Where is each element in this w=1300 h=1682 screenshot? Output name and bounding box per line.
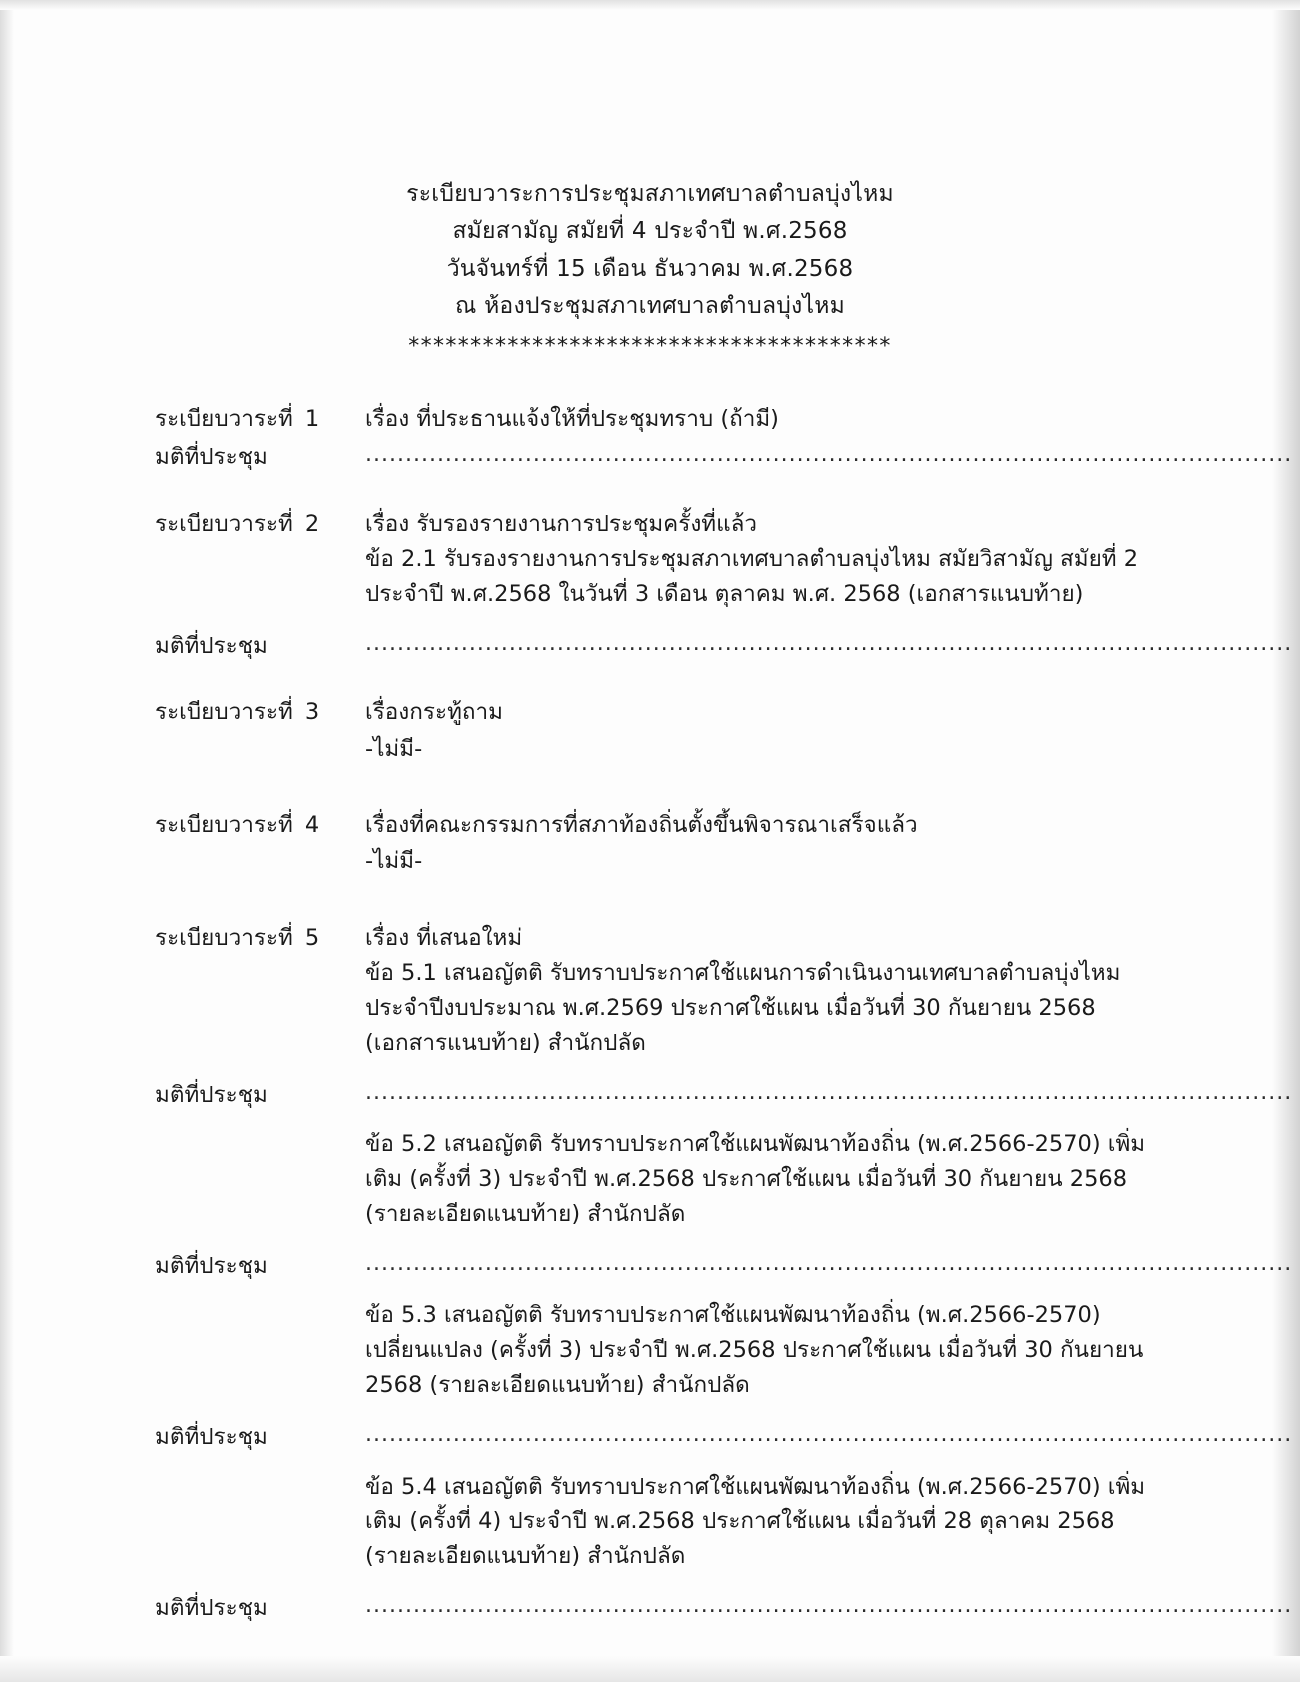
spacer xyxy=(155,1403,1150,1417)
agenda-item-5 xyxy=(155,920,1150,1061)
agenda-5-resolution-blank-4 xyxy=(365,1588,1292,1621)
agenda-3-label-text: ระเบียบวาระที่ xyxy=(155,699,293,726)
agenda-5-item-1: ข้อ 5.1 เสนอญัตติ รับทราบประกาศใช้แผนการดำเนินงานเทศบาลตำบลบุ่งไหม ประจำปีงบประมาณ พ.ศ.2569 ประกาศใช้แผน เมื่อวันที่ 30 กันยายน 2568 (เอกสารแนบท้าย) สำนักปลัด xyxy=(365,960,1121,1057)
agenda-3-heading: เรื่องกระทู้ถาม xyxy=(365,699,503,726)
agenda-5-resolution-label-3: มติที่ประชุม xyxy=(155,1424,268,1451)
agenda-3-item-1: -ไม่มี- xyxy=(365,735,423,762)
agenda-4-item-1: -ไม่มี- xyxy=(365,848,423,875)
agenda-item-1 xyxy=(155,401,1150,437)
agenda-5-label-text: ระเบียบวาระที่ xyxy=(155,924,293,951)
spacer xyxy=(155,1113,1150,1127)
agenda-1-resolution xyxy=(155,437,1293,475)
agenda-1-label xyxy=(155,401,365,437)
spacer xyxy=(155,1574,1150,1588)
agenda-2-resolution xyxy=(155,626,1293,664)
header-star-divider: *************************************** xyxy=(408,334,892,359)
agenda-5-resolution-4 xyxy=(155,1588,1293,1626)
agenda-3-number: 3 xyxy=(304,699,320,726)
agenda-5-resolution-2 xyxy=(155,1246,1293,1284)
agenda-2-label-text: ระเบียบวาระที่ xyxy=(155,510,293,537)
agenda-5-subitem-3-row xyxy=(155,1298,1150,1403)
spacer xyxy=(155,1061,1150,1075)
agenda-4-heading: เรื่องที่คณะกรรมการที่สภาท้องถิ่นตั้งขึ้นพิจารณาเสร็จแล้ว xyxy=(365,812,918,838)
agenda-list xyxy=(0,401,1300,1627)
agenda-5-resolution-label-1: มติที่ประชุม xyxy=(155,1081,268,1108)
spacer xyxy=(155,880,1150,920)
agenda-4-label-text: ระเบียบวาระที่ xyxy=(155,812,293,838)
agenda-1-resolution-label: มติที่ประชุม xyxy=(155,444,268,471)
agenda-5-item-3: ข้อ 5.3 เสนอญัตติ รับทราบประกาศใช้แผนพัฒนาท้องถิ่น (พ.ศ.2566-2570) เปลี่ยนแปลง (ครั้งที่ 3) ประจำปี พ.ศ.2568 ประกาศใช้แผน เมื่อวันที่ 30 กันยายน 2568 (รายละเอียดแนบท้าย) สำนักปลัด xyxy=(365,1302,1144,1399)
agenda-2-resolution-blank xyxy=(365,626,1292,659)
agenda-2-item-1: ข้อ 2.1 รับรองรายงานการประชุมสภาเทศบาลตำบลบุ่งไหม สมัยวิสามัญ สมัยที่ 2 ประจำปี พ.ศ.2568 ในวันที่ 3 เดือน ตุลาคม พ.ศ. 2568 (เอกสารแนบท้าย) xyxy=(365,545,1139,607)
agenda-2-label xyxy=(155,506,365,542)
spacer xyxy=(155,1284,1150,1298)
agenda-5-subitem-3-spacer xyxy=(155,1298,365,1334)
agenda-5-resolution-blank-2 xyxy=(365,1246,1292,1279)
dotted-line: .................................................................................................................... xyxy=(365,1079,1293,1105)
spacer xyxy=(155,612,1150,626)
agenda-5-number: 5 xyxy=(304,924,320,951)
agenda-3-label xyxy=(155,694,365,730)
agenda-3-body xyxy=(365,694,1150,767)
document-title-line-1: ระเบียบวาระการประชุมสภาเทศบาลตำบลบุ่งไหม xyxy=(406,181,894,207)
spacer xyxy=(155,1232,1150,1246)
agenda-4-body xyxy=(365,807,1150,880)
agenda-1-body xyxy=(365,401,1150,437)
agenda-item-3 xyxy=(155,694,1150,767)
agenda-5-resolution-blank-1 xyxy=(365,1075,1292,1108)
document-title-line-3: วันจันทร์ที่ 15 เดือน ธันวาคม พ.ศ.2568 xyxy=(446,255,854,282)
document-title-line-4: ณ ห้องประชุมสภาเทศบาลตำบลบุ่งไหม xyxy=(455,292,845,319)
agenda-5-resolution-3 xyxy=(155,1417,1293,1455)
agenda-5-subitem-2-row xyxy=(155,1127,1150,1232)
agenda-5-body xyxy=(365,920,1150,1061)
document-title-line-2: สมัยสามัญ สมัยที่ 4 ประจำปี พ.ศ.2568 xyxy=(452,218,848,245)
agenda-2-heading: เรื่อง รับรองรายงานการประชุมครั้งที่แล้ว xyxy=(365,510,758,537)
agenda-5-item-2: ข้อ 5.2 เสนอญัตติ รับทราบประกาศใช้แผนพัฒนาท้องถิ่น (พ.ศ.2566-2570) เพิ่มเติม (ครั้งที่ 3) ประจำปี พ.ศ.2568 ประกาศใช้แผน เมื่อวันที่ 30 กันยายน 2568 (รายละเอียดแนบท้าย) สำนักปลัด xyxy=(365,1131,1146,1228)
agenda-4-label xyxy=(155,807,365,843)
agenda-1-label-text: ระเบียบวาระที่ xyxy=(155,405,293,432)
agenda-1-resolution-blank xyxy=(365,437,1292,470)
agenda-5-subitem-2-spacer xyxy=(155,1127,365,1163)
agenda-5-heading: เรื่อง ที่เสนอใหม่ xyxy=(365,924,523,951)
agenda-4-number: 4 xyxy=(304,812,320,838)
agenda-5-label xyxy=(155,920,365,956)
agenda-5-resolution-label-4: มติที่ประชุม xyxy=(155,1595,268,1622)
agenda-5-resolution-label-2: มติที่ประชุม xyxy=(155,1253,268,1279)
agenda-5-resolution-1 xyxy=(155,1075,1293,1113)
agenda-5-subitem-4-row xyxy=(155,1470,1150,1575)
agenda-5-subitem-4-body xyxy=(365,1470,1150,1575)
spacer xyxy=(155,767,1150,807)
dotted-line: .................................................................................................................... xyxy=(365,1593,1293,1619)
dotted-line: .................................................................................................................... xyxy=(365,1422,1293,1448)
agenda-5-subitem-2-body xyxy=(365,1127,1150,1232)
spacer xyxy=(155,1456,1150,1470)
dotted-line: .................................................................................................................... xyxy=(365,442,1293,468)
page-edge-bottom xyxy=(0,1656,1300,1682)
agenda-5-subitem-3-body xyxy=(365,1298,1150,1403)
agenda-item-2 xyxy=(155,506,1150,612)
agenda-1-heading: เรื่อง ที่ประธานแจ้งให้ที่ประชุมทราบ (ถ้ามี) xyxy=(365,405,779,432)
agenda-5-subitem-4-spacer xyxy=(155,1470,365,1506)
agenda-2-body xyxy=(365,506,1150,612)
agenda-5-item-4: ข้อ 5.4 เสนอญัตติ รับทราบประกาศใช้แผนพัฒนาท้องถิ่น (พ.ศ.2566-2570) เพิ่มเติม (ครั้งที่ 4) ประจำปี พ.ศ.2568 ประกาศใช้แผน เมื่อวันที่ 28 ตุลาคม 2568 (รายละเอียดแนบท้าย) สำนักปลัด xyxy=(365,1473,1146,1570)
document-header xyxy=(0,176,1300,365)
dotted-line: .................................................................................................................... xyxy=(365,1251,1293,1276)
agenda-2-resolution-label: มติที่ประชุม xyxy=(155,632,268,659)
agenda-item-4 xyxy=(155,807,1150,880)
spacer xyxy=(155,664,1150,694)
agenda-2-number: 2 xyxy=(304,510,320,537)
agenda-5-resolution-blank-3 xyxy=(365,1417,1292,1450)
spacer xyxy=(155,476,1150,506)
dotted-line: .................................................................................................................... xyxy=(365,630,1293,656)
agenda-1-number: 1 xyxy=(304,405,320,432)
